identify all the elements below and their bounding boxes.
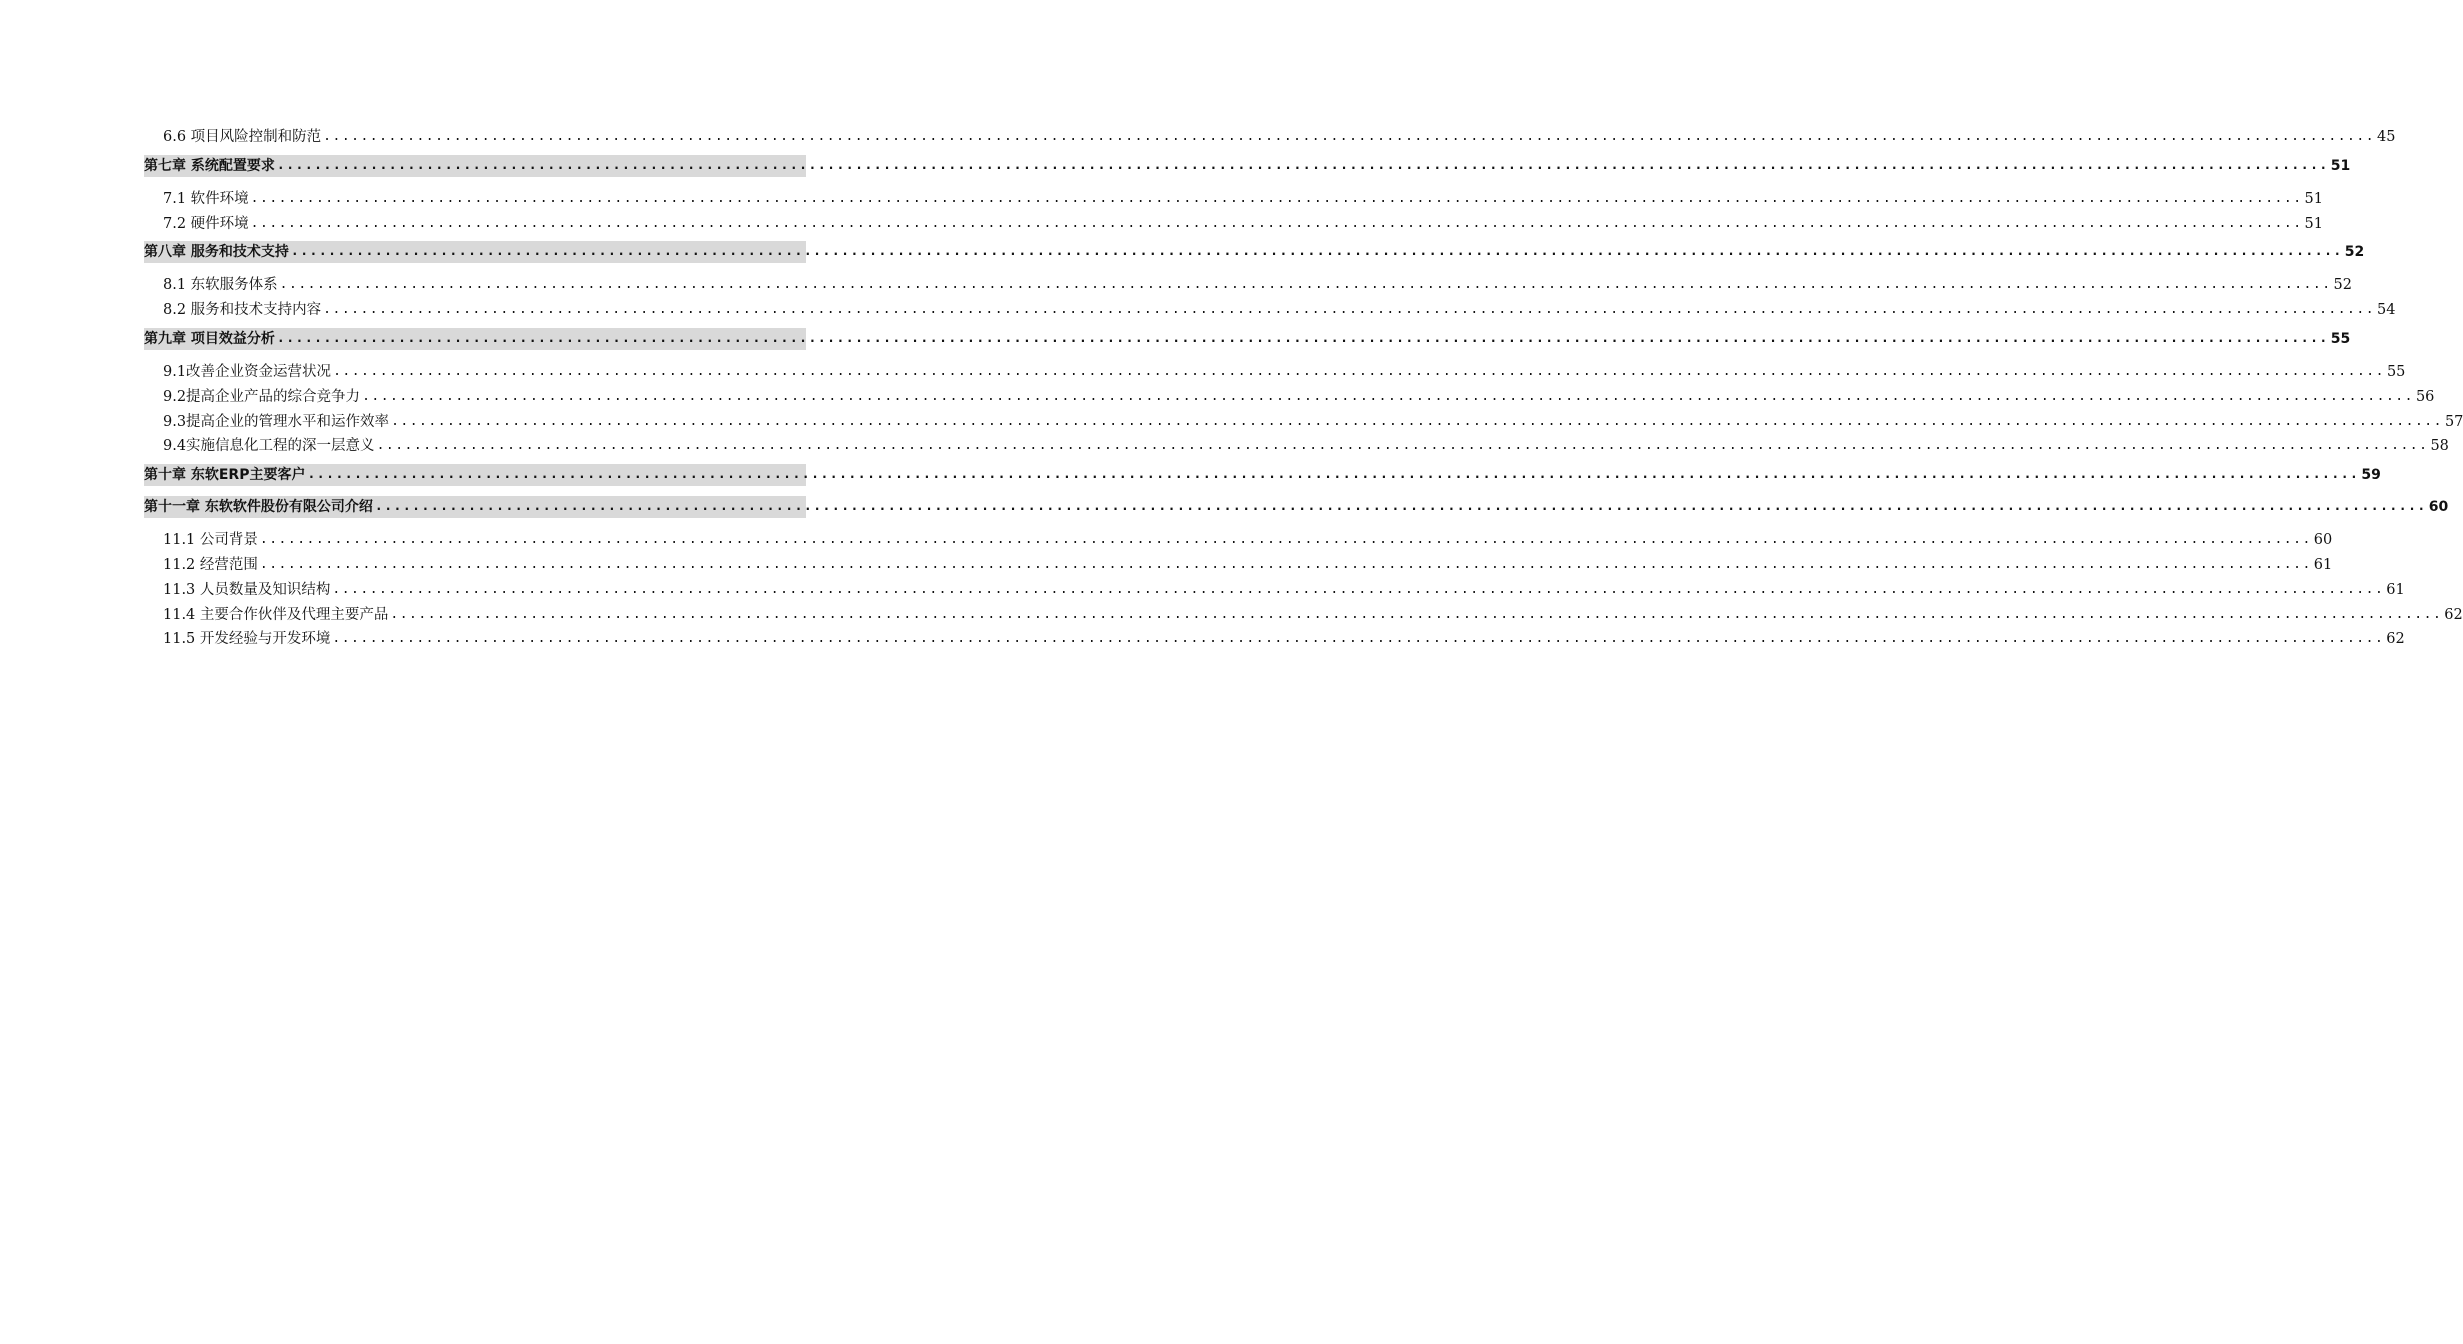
toc-chapter-title: 第七章 系统配置要求 (144, 157, 275, 174)
toc-entry-9-3[interactable] (144, 410, 2463, 435)
toc-entry-page: 58 (2430, 438, 2449, 455)
toc-entry-page: 45 (2377, 129, 2396, 145)
toc-chapter-page: 59 (2361, 467, 2381, 484)
toc-entry-title: 8.2 服务和技术支持内容 (163, 302, 322, 319)
toc-entry-title: 11.5 开发经验与开发环境 (163, 631, 331, 648)
table-of-contents (144, 125, 2463, 652)
toc-chapter-7[interactable] (144, 155, 2351, 177)
toc-entry-title: 11.4 主要合作伙伴及代理主要产品 (163, 606, 389, 623)
toc-leader-dots: ............................................................................................................................................................................................................................ (323, 302, 2376, 318)
toc-leader-dots: ............................................................................................................................................................................................................................ (390, 606, 2443, 622)
toc-entry-page: 60 (2313, 532, 2333, 549)
toc-chapter-page: 55 (2330, 330, 2351, 347)
toc-entry-page: 51 (2304, 190, 2323, 207)
toc-entry-title: 9.2提高企业产品的综合竞争力 (163, 388, 361, 405)
toc-entry-8-1[interactable] (144, 273, 2352, 298)
toc-entry-title: 9.1改善企业资金运营状况 (163, 363, 332, 380)
toc-leader-dots: ............................................................................................................................................................................................................................ (332, 581, 2385, 597)
toc-entry-page: 62 (2386, 631, 2405, 648)
toc-chapter-10[interactable] (144, 464, 2381, 486)
toc-chapter-title: 第九章 项目效益分析 (144, 330, 275, 347)
toc-entry-7-1[interactable] (144, 187, 2323, 212)
toc-entry-11-5[interactable] (144, 627, 2405, 652)
toc-entry-title: 6.6 项目风险控制和防范 (163, 129, 322, 145)
toc-entry-11-1[interactable] (144, 528, 2333, 553)
toc-leader-dots: ............................................................................................................................................................................................................................ (250, 215, 2303, 231)
toc-leader-dots: ............................................................................................................................................................................................................................ (376, 438, 2429, 454)
toc-leader-dots: ............................................................................................................................................................................................................................ (374, 499, 2427, 515)
toc-entry-page: 61 (2313, 556, 2333, 573)
toc-entry-page: 54 (2377, 302, 2396, 319)
toc-entry-title: 7.1 软件环境 (163, 190, 249, 207)
toc-leader-dots: ............................................................................................................................................................................................................................ (290, 244, 2343, 260)
toc-leader-dots: ............................................................................................................................................................................................................................ (323, 129, 2376, 144)
toc-leader-dots: ............................................................................................................................................................................................................................ (391, 413, 2443, 429)
toc-entry-page: 55 (2386, 363, 2406, 380)
toc-entry-11-3[interactable] (144, 578, 2405, 603)
toc-entry-11-2[interactable] (144, 553, 2333, 578)
toc-entry-title: 7.2 硬件环境 (163, 215, 249, 232)
toc-chapter-9[interactable] (144, 328, 2351, 350)
toc-leader-dots: ............................................................................................................................................................................................................................ (362, 388, 2414, 404)
toc-entry-title: 9.3提高企业的管理水平和运作效率 (163, 413, 390, 430)
toc-chapter-page: 60 (2428, 499, 2449, 516)
toc-entry-6-6[interactable] (144, 125, 2396, 150)
toc-entry-page: 51 (2304, 215, 2323, 232)
toc-chapter-title: 第十一章 东软软件股份有限公司介绍 (144, 499, 373, 516)
toc-chapter-title: 第八章 服务和技术支持 (144, 244, 289, 261)
toc-entry-title: 11.3 人员数量及知识结构 (163, 581, 331, 598)
toc-chapter-8[interactable] (144, 241, 2365, 263)
toc-leader-dots: ............................................................................................................................................................................................................................ (332, 631, 2385, 647)
toc-leader-dots: ............................................................................................................................................................................................................................ (333, 363, 2385, 379)
toc-entry-title: 11.1 公司背景 (163, 532, 258, 549)
toc-entry-page: 57 (2444, 413, 2463, 430)
toc-entry-8-2[interactable] (144, 298, 2396, 323)
toc-entry-page: 62 (2444, 606, 2463, 623)
toc-entry-title: 11.2 经营范围 (163, 556, 258, 573)
toc-leader-dots: ............................................................................................................................................................................................................................ (279, 277, 2332, 293)
toc-chapter-title: 第十章 东软ERP主要客户 (144, 467, 306, 484)
toc-entry-9-4[interactable] (144, 434, 2449, 459)
toc-chapter-page: 51 (2330, 157, 2351, 174)
toc-entry-9-2[interactable] (144, 385, 2435, 410)
toc-entry-page: 61 (2386, 581, 2405, 598)
toc-chapter-11[interactable] (144, 496, 2449, 518)
toc-entry-page: 56 (2415, 388, 2435, 405)
toc-entry-11-4[interactable] (144, 603, 2463, 628)
toc-leader-dots: ............................................................................................................................................................................................................................ (259, 556, 2312, 572)
toc-entry-7-2[interactable] (144, 212, 2323, 237)
toc-leader-dots: ............................................................................................................................................................................................................................ (276, 157, 2329, 173)
toc-entry-title: 8.1 东软服务体系 (163, 277, 278, 294)
toc-leader-dots: ............................................................................................................................................................................................................................ (307, 467, 2360, 483)
toc-chapter-page: 52 (2344, 244, 2365, 261)
toc-entry-title: 9.4实施信息化工程的深一层意义 (163, 438, 375, 455)
toc-entry-page: 52 (2333, 277, 2352, 294)
toc-entry-9-1[interactable] (144, 360, 2406, 385)
toc-leader-dots: ............................................................................................................................................................................................................................ (259, 532, 2312, 548)
toc-leader-dots: ............................................................................................................................................................................................................................ (276, 330, 2329, 346)
toc-leader-dots: ............................................................................................................................................................................................................................ (250, 190, 2303, 206)
